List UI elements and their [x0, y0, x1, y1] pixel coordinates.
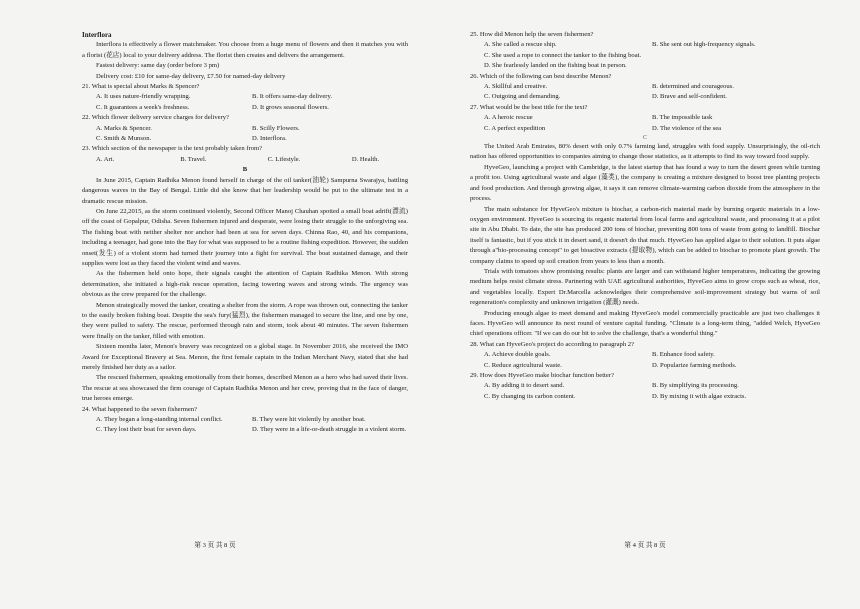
passage-c-paragraph-3: The main substance for HyveGeo's mixture is biochar, a carbon-rich material made by burning organic materials in a low-oxygen environment. HyveGeo is sourcing its organic material from local farms and agricultural waste, and processing it at a pilot site in Abu Dhabi. To date, the site has produced 200 tons of biochar, preventing 800 tons of waste from going to landfill. Biochar itself is fantastic, but if you stick it in desert sand, it doesn't do that much. HyveGeo has applied algae to their solution. It puts algae through a"bio-processing concept" to get bioactive extracts (提取物), which can be added to biochar to promote plant growth. The company claims to speed up soil creation from years to less than a month. — [470, 205, 820, 265]
passage-c-paragraph-1: The United Arab Emirates, 80% desert with only 0.7% farming land, struggles with food supply. Unsurprisingly, the oil-rich nation has offered opportunities to companies aiming to change those statistics, as it attempts to find its way toward food supply. — [470, 143, 820, 161]
question-22: 22. Which flower delivery service charges for delivery? — [82, 114, 229, 122]
q29-options-row2 — [470, 392, 820, 402]
q27-options-row2 — [470, 124, 820, 134]
q28-option-d[interactable]: D. Popularize farming methods. — [652, 361, 737, 369]
passage-b-paragraph-3: As the fishermen held onto hope, their signals caught the attention of Captain Radhika Menon. With strong determination, she initiated a high-risk rescue operation, facing towering waves and strong winds. The urgency was obvious as the crew prepared for the challenge. — [82, 270, 408, 299]
q28-option-b[interactable]: B. Enhance food safety. — [652, 351, 715, 359]
q29-option-b[interactable]: B. By simplifying its processing. — [652, 382, 739, 390]
q28-option-a[interactable]: A. Achieve double goals. — [484, 351, 551, 359]
q23-options — [82, 155, 408, 165]
q24-options-row1 — [82, 415, 408, 425]
q29-option-a[interactable]: A. By adding it to desert sand. — [484, 382, 565, 390]
passage-c-paragraph-2: HyveGeo, launching a project with Cambridge, is the latest startup that has found a way to turn the desert green while turning a profit too. Using agricultural waste and algae (藻类), the company is creating a mixture designed to boost tree planting projects and food production. And through growing algae, it says it can remove climate-warming carbon dioxide from the atmosphere in the process. — [470, 163, 820, 203]
q21-options-row2 — [82, 103, 408, 113]
q21-option-a[interactable]: A. It uses nature-friendly wrapping. — [96, 93, 191, 101]
q25-option-d[interactable]: D. She fearlessly landed on the fishing boat in person. — [484, 62, 627, 70]
q21-option-b[interactable]: B. It offers same-day delivery. — [252, 93, 333, 101]
passage-a-fastest: Fastest delivery: same day (order before 3 pm) — [96, 62, 220, 70]
q22-option-a[interactable]: A. Marks & Spencer. — [96, 124, 152, 132]
question-25: 25. How did Menon help the seven fishermen? — [470, 31, 594, 38]
q21-option-c[interactable]: C. It guarantees a week's freshness. — [96, 103, 190, 111]
q22-options-row1 — [82, 124, 408, 134]
q22-option-b[interactable]: B. Scilly Flowers. — [252, 124, 300, 132]
question-27: 27. What would be the best title for the text? — [470, 103, 588, 111]
q28-options-row2 — [470, 361, 820, 371]
passage-b-paragraph-1: In June 2015, Captain Radhika Menon found herself in charge of the oil tanker(油轮) Sampurna Swarajya, battling dangerous waves in the Bay of Bengal. Little did she know that her leadership would be put to the ultimate test in a dramatic rescue mission. — [82, 176, 408, 205]
q27-option-a[interactable]: A. A heroic rescue — [484, 114, 533, 122]
q21-options-row1 — [82, 92, 408, 102]
passage-b-paragraph-2: On June 22,2015, as the storm continued violently, Second Officer Manoj Chauhan spotted a small boat adrift(漂流) off the coast of Gopalpur, Odisha. Seven fishermen injured and desperate, were losing their struggle to the unforgiving sea. The fishing boat with neither shelter nor anchor had been at sea for seven days. Chinna Rao, 40, and his companions, including a teenager, had gone into the Bay for what was supposed to be a routine fishing expedition. However, the sudden onset(发生) of a violent storm had turned their journey into a fight for survival. The boat sustained damage, and their supplies were lost as they faced the violent wind and waves. — [82, 207, 408, 267]
q21-option-d[interactable]: D. It grows seasonal flowers. — [252, 103, 329, 111]
q25-option-b[interactable]: B. She sent out high-frequency signals. — [652, 41, 756, 49]
q25-options-row2 — [470, 51, 820, 61]
question-21: 21. What is special about Marks & Spencer? — [82, 83, 200, 91]
passage-a-cost: Delivery cost: £10 for same-day delivery, £7.50 for named-day delivery — [96, 72, 286, 80]
question-29: 29. How does HyveGeo make biochar function better? — [470, 372, 614, 379]
q28-option-c[interactable]: C. Reduce agricultural waste. — [484, 361, 562, 369]
question-23: 23. Which section of the newspaper is the text probably taken from? — [82, 145, 263, 153]
section-b-label: B — [242, 166, 248, 174]
passage-c-paragraph-4: Trials with tomatoes show promising results: plants are larger and can withstand higher temperatures, indicating the growing medium helps resist climate stress. Partnering with UAE agricultural authorities, HyveGeo aims to grow crops such as wheat, rice, and vegetables locally. Expert Dr.Marcella acknowledges their comprehensive soil-improvement strategy but warns of soil regeneration's complexity and unknown irrigation (灌溉) needs. — [470, 267, 820, 307]
passage-a-title: Interflora — [82, 31, 112, 39]
q24-option-c[interactable]: C. They lost their boat for seven days. — [96, 426, 197, 434]
q26-option-a[interactable]: A. Skillful and creative. — [484, 83, 548, 91]
q25-options-row3 — [470, 61, 820, 71]
q26-option-c[interactable]: C. Outgoing and demanding. — [484, 93, 561, 101]
page-footer-4: 第 4 页 共 8 页 — [624, 542, 666, 549]
q27-option-b[interactable]: B. The impossible task — [652, 114, 713, 122]
q22-option-d[interactable]: D. Interflora. — [252, 135, 287, 143]
passage-a-paragraph: Interflora is effectively a flower matchmaker. You choose from a huge menu of flowers and then it matches you with a florist (花店) local to your delivery address. The florist then creates and delivers the arrangement. — [82, 41, 408, 59]
q26-options-row2 — [470, 92, 820, 102]
q26-option-b[interactable]: B. determined and courageous. — [652, 83, 734, 91]
q23-option-a[interactable]: A. Art. — [96, 155, 115, 163]
q23-option-b[interactable]: B. Travel. — [180, 155, 207, 163]
question-28: 28. What can HyveGeo's project do according to paragraph 2? — [470, 340, 635, 348]
q26-options-row1 — [470, 82, 820, 92]
q23-option-d[interactable]: D. Health. — [351, 155, 380, 163]
q25-option-c[interactable]: C. She used a rope to connect the tanker to the fishing boat. — [484, 51, 642, 59]
passage-c-paragraph-5: Producing enough algae to meet demand and making HyveGeo's model commercially practicable are just two challenges it faces. HyveGeo will announce its next round of venture capital funding. "Climate is a long-term thing, "added Welch, HyveGeo chief operations officer. "If we can do our bit to solve the challenge, that's a wonderful thing." — [470, 309, 820, 338]
passage-b-paragraph-5: Sixteen months later, Menon's bravery was recognized on a global stage. In November 2016, she received the IMO Award for Exceptional Bravery at Sea. Menon, the first female captain in the Indian Merchant Navy, stated that she had merely finished her duty as a sailor. — [82, 343, 408, 371]
page-footer-3: 第 3 页 共 8 页 — [194, 542, 236, 549]
q23-option-c[interactable]: C. Lifestyle. — [267, 155, 301, 163]
q26-option-d[interactable]: D. Brave and self-confident. — [652, 93, 727, 101]
q22-options-row2 — [82, 134, 408, 144]
q25-option-a[interactable]: A. She called a rescue ship. — [484, 41, 557, 49]
question-26: 26. Which of the following can best describe Menon? — [470, 72, 612, 80]
q29-option-d[interactable]: D. By mixing it with algae extracts. — [652, 392, 747, 400]
q25-options-row1 — [470, 40, 820, 50]
passage-b-paragraph-6: The rescued fishermen, speaking emotionally from their homes, described Menon as a hero who had saved their lives. The rescue at sea showcased the firm courage of Captain Radhika Menon and her crew, proving that in the face of danger, true heroes emerge. — [82, 374, 408, 403]
q27-option-d[interactable]: D. The violence of the sea — [652, 124, 722, 132]
section-c-label: C — [642, 135, 647, 142]
passage-b-paragraph-4: Menon strategically moved the tanker, creating a shelter from the storm. A rope was thrown out, connecting the tanker to the easily broken fishing boat. Despite the sea's fury(猛烈), the fishermen managed to secure the line, and one by one, they were pulled to safety. The rescue, performed through rain and storm, took about 40 minutes. The seven fishermen were finally on the tanker, filled with emotion. — [82, 301, 408, 340]
q27-option-c[interactable]: C. A perfect expedition — [484, 124, 546, 132]
question-24: 24. What happened to the seven fishermen? — [82, 405, 198, 413]
page-4 — [430, 0, 860, 609]
q22-option-c[interactable]: C. Smith & Munson. — [96, 135, 152, 143]
q29-option-c[interactable]: C. By changing its carbon content. — [484, 392, 576, 400]
q24-option-d[interactable]: D. They were in a life-or-death struggle in a violent storm. — [252, 426, 407, 434]
q24-option-b[interactable]: B. They were hit violently by another boat. — [252, 416, 366, 424]
q24-options-row2 — [82, 425, 408, 435]
q24-option-a[interactable]: A. They began a long-standing internal conflict. — [96, 416, 223, 424]
q29-options-row1 — [470, 381, 820, 391]
q28-options-row1 — [470, 350, 820, 360]
q27-options-row1 — [470, 113, 820, 123]
